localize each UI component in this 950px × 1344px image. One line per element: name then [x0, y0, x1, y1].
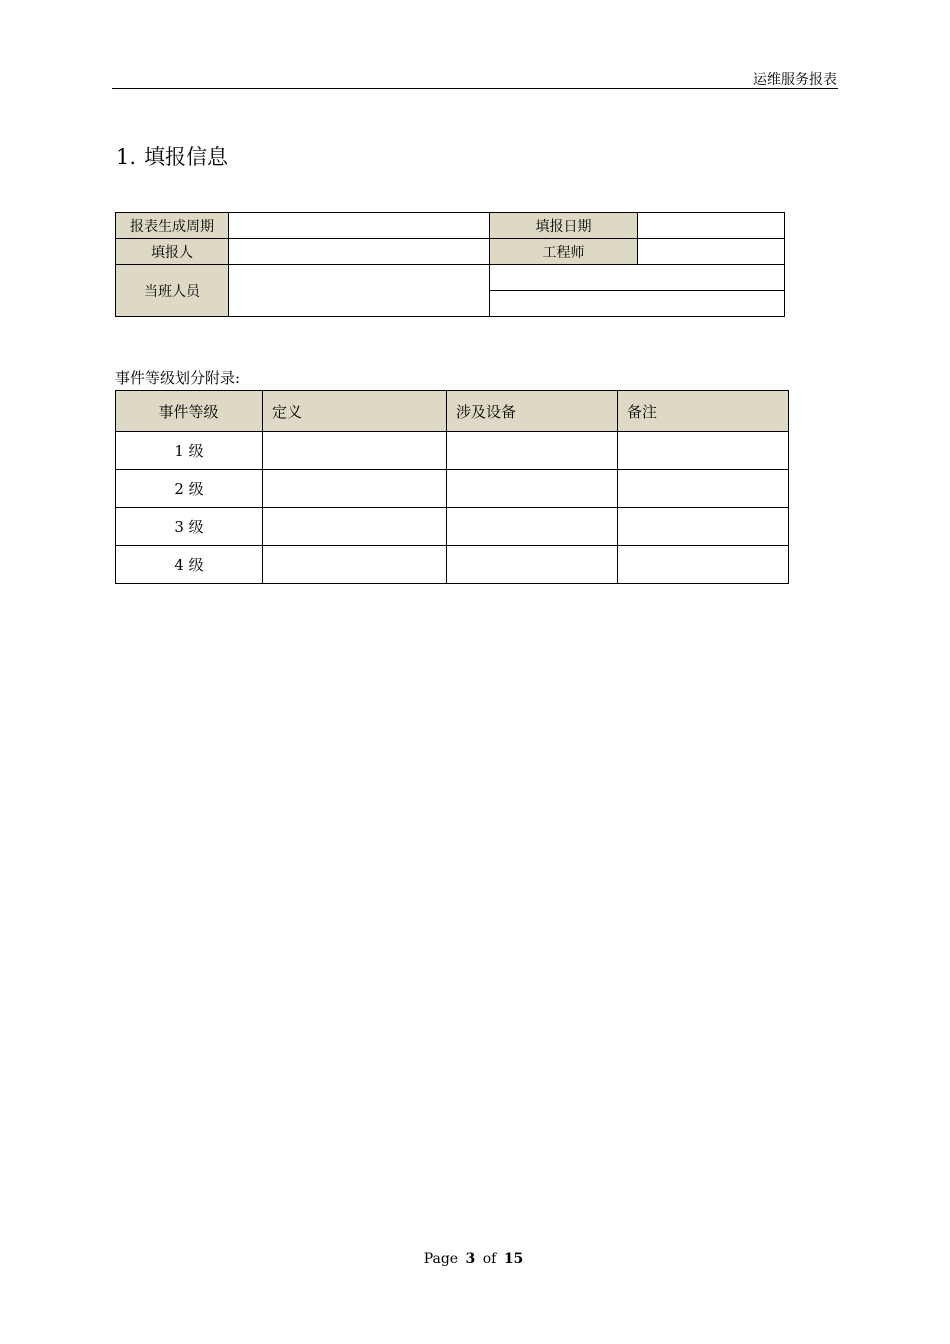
table-row — [116, 239, 785, 265]
column-header-level: 事件等级 — [116, 391, 263, 432]
of-word: of — [482, 1251, 497, 1267]
notes-cell[interactable] — [618, 470, 789, 508]
engineer-field[interactable] — [638, 239, 785, 265]
devices-cell[interactable] — [447, 432, 618, 470]
current-page-number: 3 — [465, 1251, 476, 1267]
table-row — [116, 546, 789, 584]
page-word: Page — [423, 1251, 459, 1267]
table-row — [116, 213, 785, 239]
level-cell: 1 级 — [116, 432, 263, 470]
total-pages-number: 15 — [503, 1251, 524, 1267]
reporter-field[interactable] — [229, 239, 490, 265]
table-row — [116, 470, 789, 508]
level-cell: 4 级 — [116, 546, 263, 584]
table-row — [116, 508, 789, 546]
fill-date-label: 填报日期 — [490, 213, 638, 239]
appendix-title: 事件等级划分附录: — [115, 369, 241, 387]
table-row — [116, 432, 789, 470]
table-row — [116, 265, 785, 291]
devices-cell[interactable] — [447, 508, 618, 546]
report-info-table — [115, 212, 785, 317]
engineer-label: 工程师 — [490, 239, 638, 265]
event-level-table — [115, 390, 789, 584]
notes-cell[interactable] — [618, 432, 789, 470]
column-header-devices: 涉及设备 — [447, 391, 618, 432]
section-title: 填报信息 — [144, 145, 229, 169]
section-heading — [116, 143, 228, 171]
devices-cell[interactable] — [447, 470, 618, 508]
level-cell: 2 级 — [116, 470, 263, 508]
notes-cell[interactable] — [618, 546, 789, 584]
on-duty-field[interactable] — [229, 265, 490, 317]
header-divider — [112, 88, 838, 89]
column-header-definition: 定义 — [263, 391, 447, 432]
page-footer — [0, 1249, 950, 1269]
on-duty-extra-field-1[interactable] — [490, 265, 785, 291]
section-number: 1. — [116, 145, 137, 169]
definition-cell[interactable] — [263, 508, 447, 546]
definition-cell[interactable] — [263, 470, 447, 508]
definition-cell[interactable] — [263, 546, 447, 584]
fill-date-field[interactable] — [638, 213, 785, 239]
reporter-label: 填报人 — [116, 239, 229, 265]
report-period-label: 报表生成周期 — [116, 213, 229, 239]
report-period-field[interactable] — [229, 213, 490, 239]
devices-cell[interactable] — [447, 546, 618, 584]
notes-cell[interactable] — [618, 508, 789, 546]
table-header-row — [116, 391, 789, 432]
on-duty-label: 当班人员 — [116, 265, 229, 317]
on-duty-extra-field-2[interactable] — [490, 291, 785, 317]
column-header-notes: 备注 — [618, 391, 789, 432]
level-cell: 3 级 — [116, 508, 263, 546]
document-header-title: 运维服务报表 — [753, 72, 837, 88]
definition-cell[interactable] — [263, 432, 447, 470]
